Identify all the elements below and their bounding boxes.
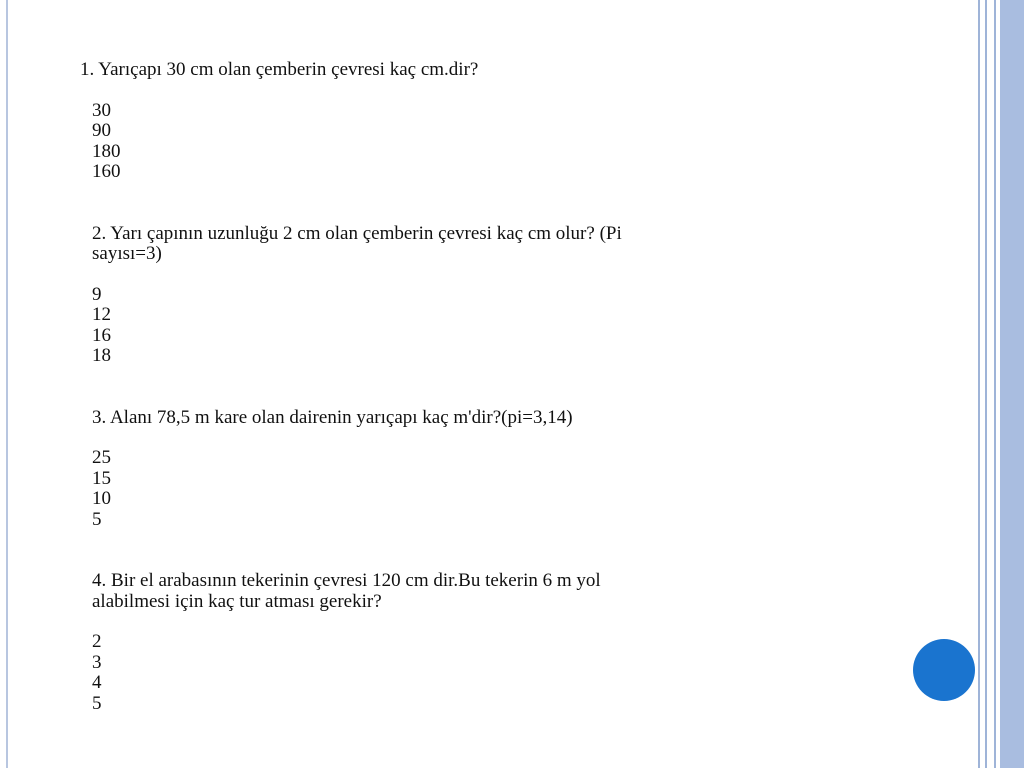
question-list [80,60,780,714]
option: 5 [92,692,102,714]
spacer [80,530,780,571]
question-text [80,571,780,612]
option: 2 [92,631,102,652]
left-border [6,0,8,768]
right-border-band [1000,0,1024,768]
option: 90 [92,120,111,141]
question-2 [80,224,780,367]
question-text: 3. Alanı 78,5 m kare olan dairenin yarıçapı kaç m'dir?(pi=3,14) [92,406,573,428]
option-list [80,448,780,530]
question-3 [80,408,780,531]
option: 30 [92,99,111,121]
option: 9 [92,283,102,305]
right-border-line [978,0,980,768]
option: 12 [92,304,111,325]
option: 15 [92,467,111,489]
question-text-line: alabilmesi için kaç tur atması gerekir? [92,590,382,612]
decorative-circle [913,639,975,701]
question-text: 1. Yarıçapı 30 cm olan çemberin çevresi kaç cm.dir? [80,59,479,80]
option-list [80,101,780,183]
option-list [80,632,780,714]
option: 25 [92,447,111,468]
right-border-line [994,0,996,768]
question-text-line: 2. Yarı çapının uzunluğu 2 cm olan çemberin çevresi kaç cm olur? (Pi [92,222,622,244]
option: 5 [92,508,102,530]
spacer [80,183,780,224]
option: 180 [92,140,121,162]
option: 4 [92,672,102,693]
question-1 [80,60,780,183]
right-border-line [985,0,987,768]
question-text-line: 4. Bir el arabasının tekerinin çevresi 120 cm dir.Bu tekerin 6 m yol [92,570,601,591]
option: 18 [92,345,111,366]
option: 16 [92,324,111,346]
question-text [80,224,780,265]
question-4 [80,571,780,714]
option: 3 [92,651,102,673]
question-text-line: sayısı=3) [92,243,162,264]
option: 160 [92,161,121,182]
option: 10 [92,488,111,509]
spacer [80,367,780,408]
option-list [80,285,780,367]
